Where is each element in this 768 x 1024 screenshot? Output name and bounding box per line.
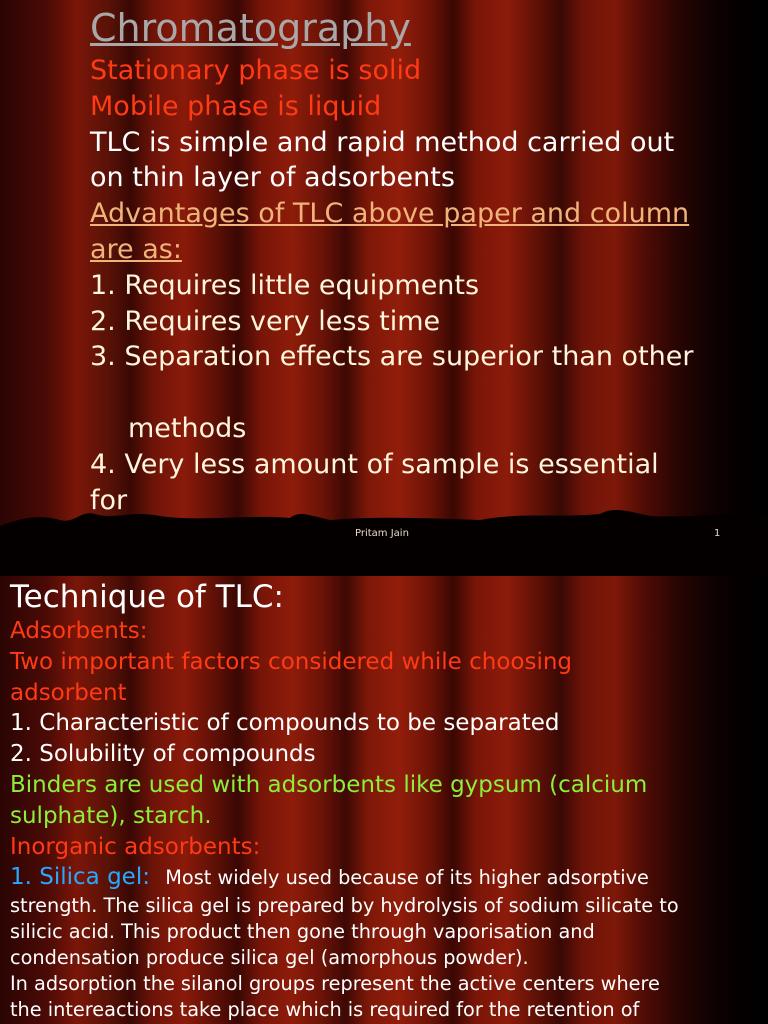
list-item-4-cont: for bbox=[90, 484, 128, 516]
body-line-advantages-1: Advantages of TLC above paper and column bbox=[90, 198, 690, 230]
factor-item-1: 1. Characteristic of compounds to be separated bbox=[10, 710, 560, 737]
body-line-tlc-2: on thin layer of adsorbents bbox=[90, 162, 455, 194]
list-item-1: 1. Requires little equipments bbox=[90, 269, 480, 301]
body-line-stationary: Stationary phase is solid bbox=[90, 55, 422, 86]
footer-author: Pritam Jain bbox=[355, 528, 409, 539]
body-line-binders-1: Binders are used with adsorbents like gypsum (calcium bbox=[10, 771, 648, 798]
list-item-2: 2. Requires very less time bbox=[90, 305, 441, 337]
silica-gel-text-1: Most widely used because of its higher adsorptive bbox=[165, 866, 649, 890]
footer-page-number: 1 bbox=[714, 528, 721, 539]
body-line-binders-2: sulphate), starch. bbox=[10, 802, 212, 829]
stage-floor-silhouette bbox=[0, 506, 768, 576]
factor-item-2: 2. Solubility of compounds bbox=[10, 741, 316, 768]
silica-gel-text-2: strength. The silica gel is prepared by hydrolysis of sodium silicate to bbox=[10, 894, 679, 918]
list-item-blank bbox=[90, 375, 766, 411]
silica-gel-text-5: In adsorption the silanol groups represent the active centers where bbox=[10, 972, 660, 996]
silica-gel-line bbox=[10, 862, 762, 893]
slide-1-title: Chromatography bbox=[90, 6, 411, 50]
list-item-3-cont: methods bbox=[128, 412, 247, 444]
slide-2 bbox=[0, 576, 768, 1024]
list-item-3: 3. Separation effects are superior than other bbox=[90, 341, 694, 373]
body-line-factors-1: Two important factors considered while choosing bbox=[10, 648, 573, 675]
slide-2-body bbox=[10, 576, 762, 1023]
slide-1-body bbox=[90, 53, 766, 576]
body-line-mobile: Mobile phase is liquid bbox=[90, 90, 382, 122]
list-item-4: 4. Very less amount of sample is essential bbox=[90, 448, 659, 480]
silica-gel-text-3: silicic acid. This product then gone through vaporisation and bbox=[10, 920, 595, 944]
body-line-factors-2: adsorbent bbox=[10, 679, 127, 706]
body-line-advantages-2: are as: bbox=[90, 233, 182, 265]
body-line-inorganic: Inorganic adsorbents: bbox=[10, 833, 261, 860]
silica-gel-text-4: condensation produce silica gel (amorphous powder). bbox=[10, 946, 529, 970]
body-line-adsorbents: Adsorbents: bbox=[10, 618, 148, 644]
silica-gel-label: 1. Silica gel: bbox=[10, 864, 150, 891]
slide-2-title: Technique of TLC: bbox=[10, 579, 284, 615]
body-line-tlc-1: TLC is simple and rapid method carried out bbox=[90, 126, 675, 158]
silica-gel-text-6: the intereactions take place which is required for the retention of bbox=[10, 998, 640, 1022]
